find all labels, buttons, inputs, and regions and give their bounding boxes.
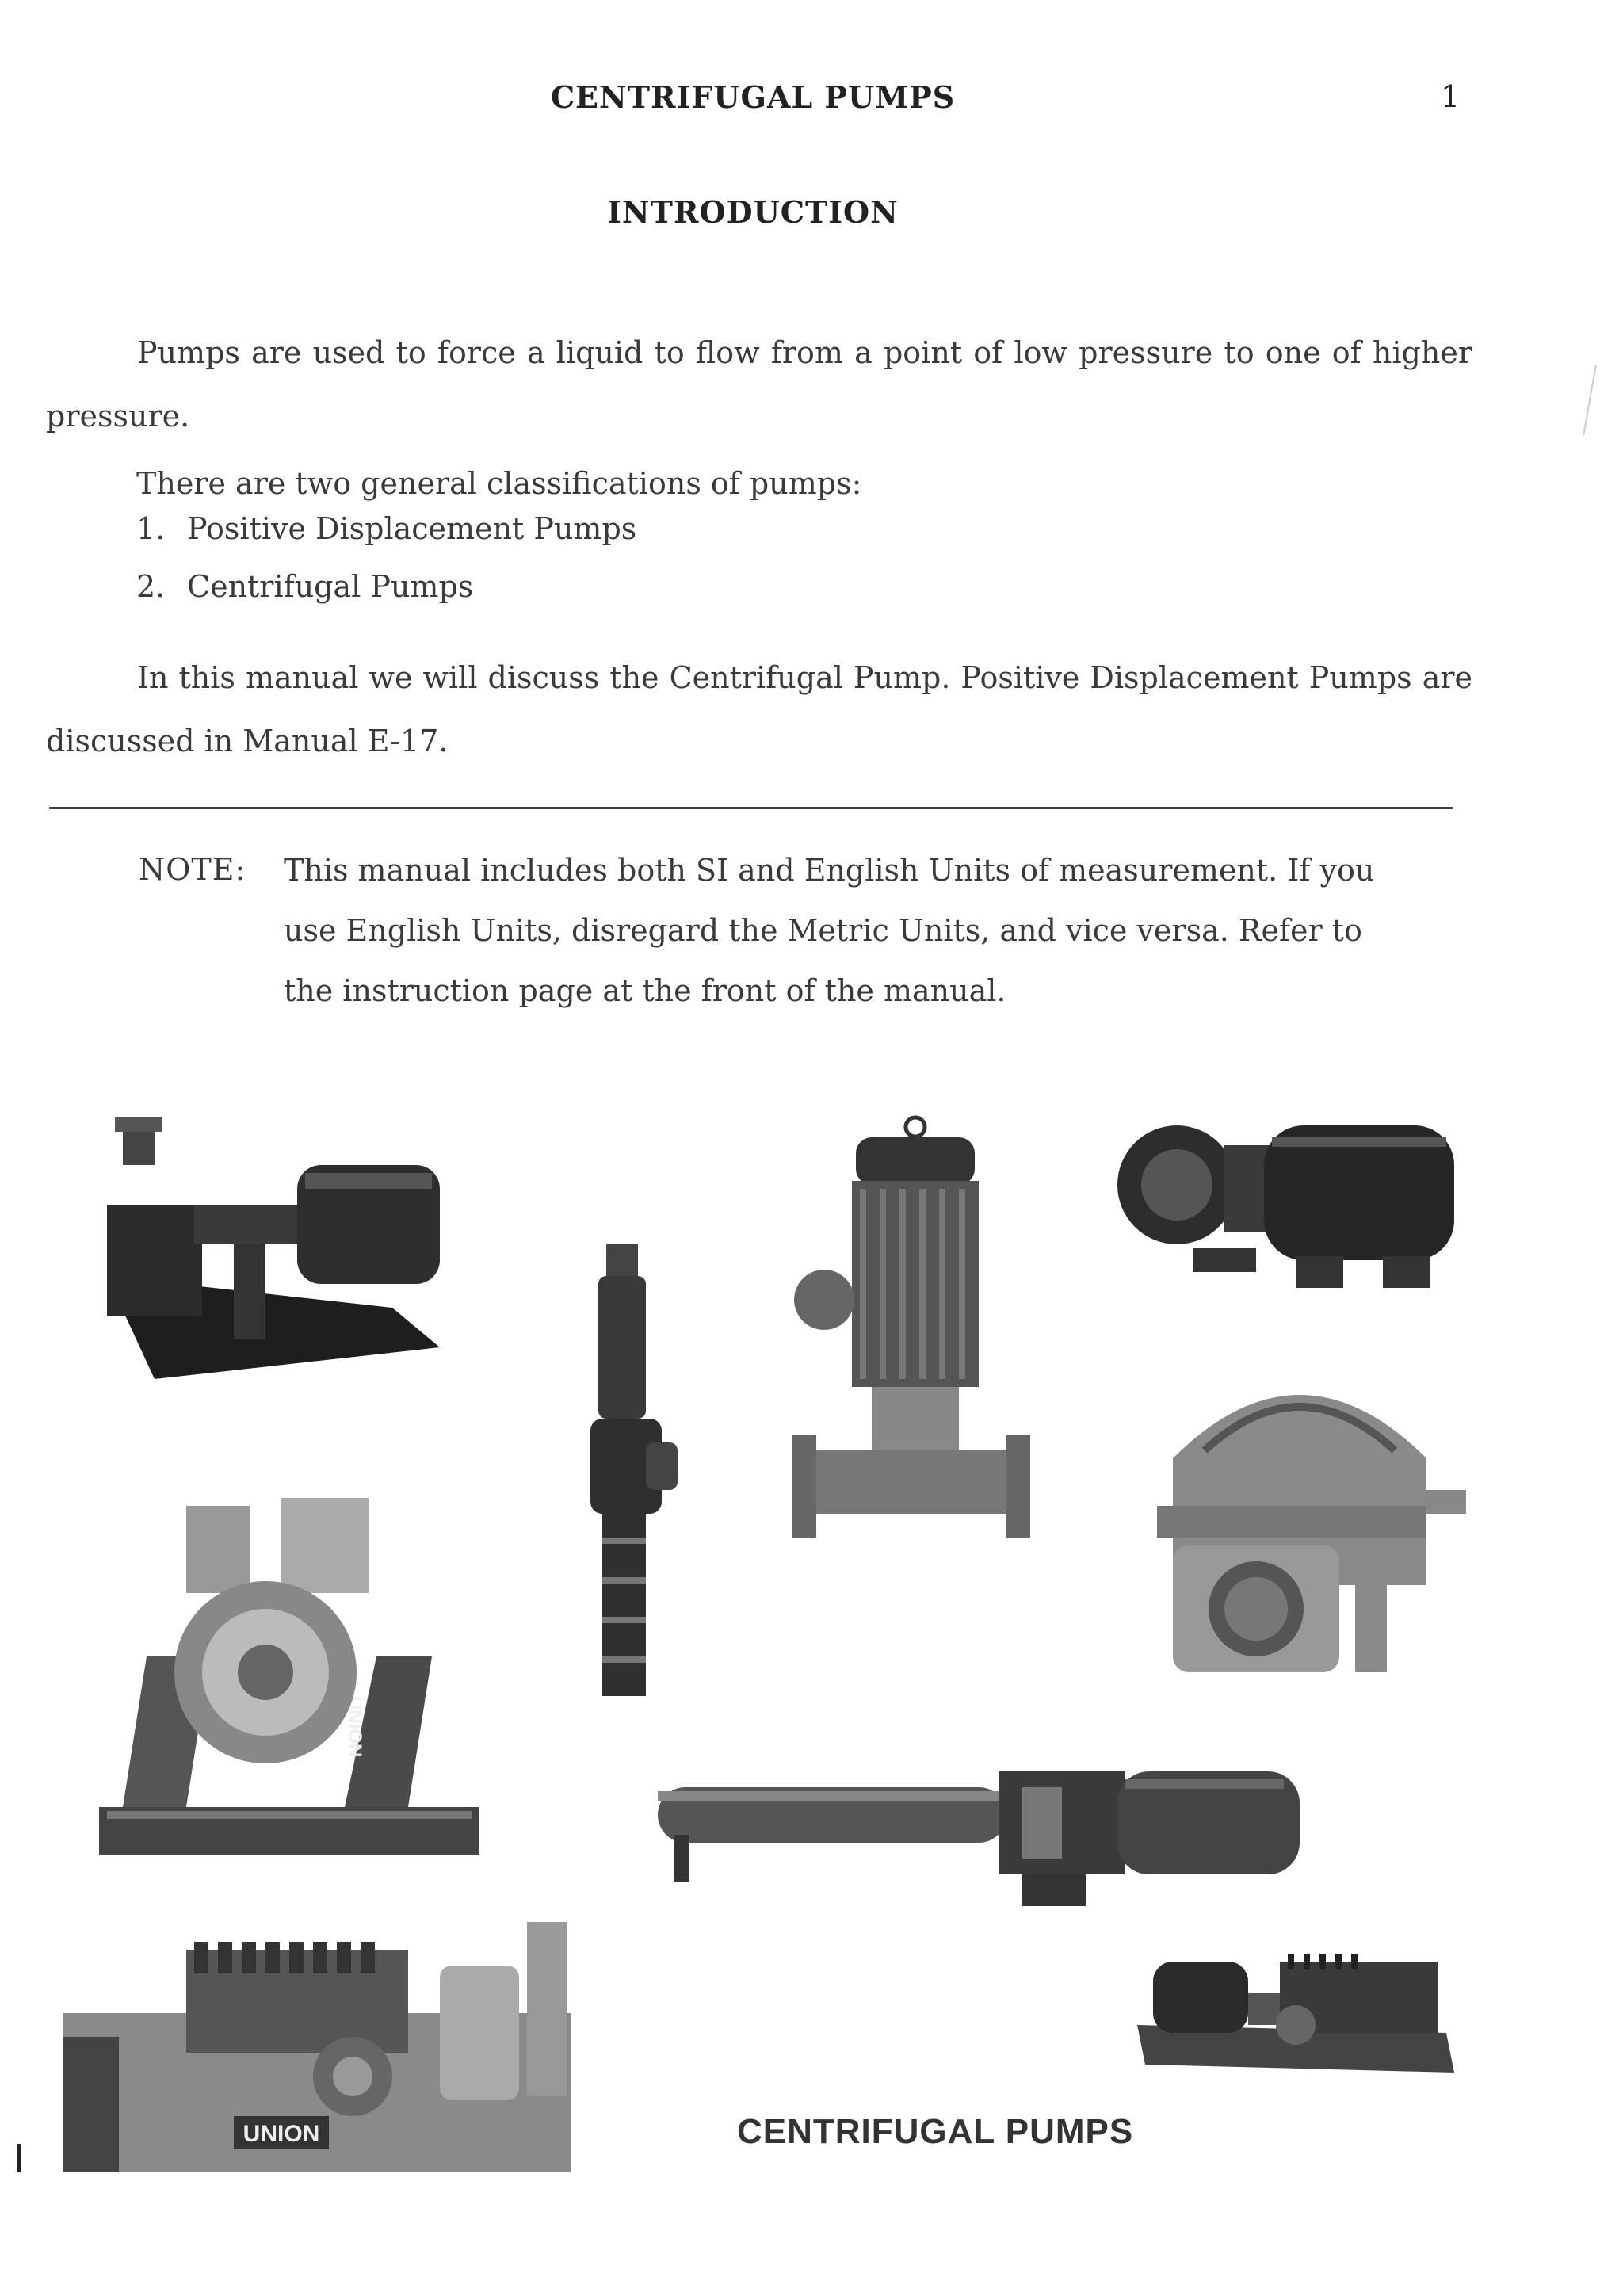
horizontal-divider [49,807,1453,809]
section-title: INTRODUCTION [607,194,899,230]
list-item-number: 2. [136,569,166,604]
union-nameplate-label: UNION [242,2121,320,2147]
list-item-text: Centrifugal Pumps [187,569,474,604]
list-item-number: 1. [136,511,166,546]
motor-driven-pump-set-image [1129,1930,1462,2080]
list-item-text: Positive Displacement Pumps [187,511,637,546]
list-item [136,569,473,604]
running-header-title: CENTRIFUGAL PUMPS [550,79,956,115]
horizontal-multistage-pump-image [650,1755,1308,1914]
list-item [136,511,636,546]
intro-paragraph-2: There are two general classifications of pumps: [136,466,862,501]
scan-edge-mark [17,2144,21,2172]
figure-caption: CENTRIFUGAL PUMPS [737,2112,1134,2151]
inline-vertical-pump-image [785,1110,1038,1553]
note-text: This manual includes both SI and English Units of measurement. If you use English Units, disregard the Metric Units, and vice versa. Refer to the instruction page at the front of the manual. [284,853,1375,1008]
multistage-barrel-pump-image [59,1918,575,2179]
close-coupled-pump-image [1113,1090,1462,1296]
intro-paragraph-1: Pumps are used to force a liquid to flow from a point of low pressure to one of higher pressure. [46,335,1472,434]
end-suction-pump-image [91,1110,456,1395]
page-number: 1 [1441,79,1461,114]
vertical-turbine-pump-image [571,1236,689,1704]
stand-union-label: UNION [344,1696,365,1758]
note-label: NOTE: [139,852,246,887]
scan-stray-mark [1583,365,1597,436]
split-case-pump-image [1141,1347,1474,1680]
double-suction-pump-image [75,1498,487,1878]
intro-paragraph-3: In this manual we will discuss the Centrifugal Pump. Positive Displacement Pumps are discussed in Manual E-17. [46,660,1472,758]
